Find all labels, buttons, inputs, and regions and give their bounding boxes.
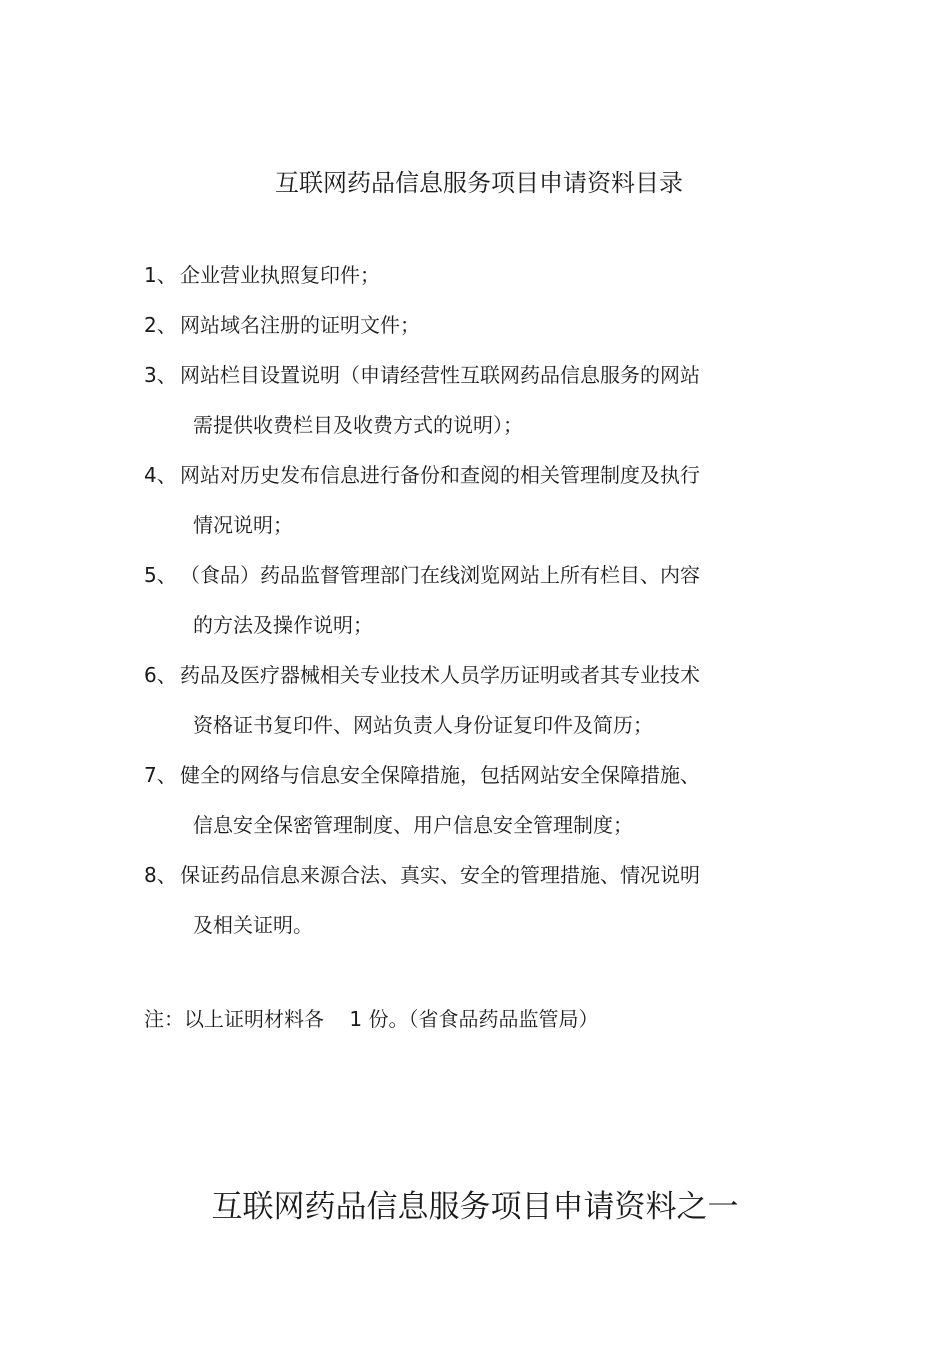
item-text: 网站栏目设置说明（申请经营性互联网药品信息服务的网站 xyxy=(180,363,700,387)
document-title: 互联网药品信息服务项目申请资料目录 xyxy=(275,169,683,197)
list-item xyxy=(144,650,784,750)
item-text: （食品）药品监督管理部门在线浏览网站上所有栏目、内容 xyxy=(180,563,700,587)
item-number: 6、 xyxy=(144,663,177,687)
requirements-list xyxy=(144,250,784,950)
item-number: 2、 xyxy=(144,313,177,337)
list-item xyxy=(144,250,784,300)
item-number: 1、 xyxy=(144,263,177,287)
item-text: 保证药品信息来源合法、真实、安全的管理措施、情况说明 xyxy=(180,863,700,887)
item-text-continuation: 资格证书复印件、网站负责人身份证复印件及简历； xyxy=(193,713,653,737)
item-text-continuation: 需提供收费栏目及收费方式的说明）； xyxy=(193,413,523,437)
item-number: 4、 xyxy=(144,463,177,487)
item-text: 健全的网络与信息安全保障措施，包括网站安全保障措施、 xyxy=(180,763,700,787)
item-text-continuation: 的方法及操作说明； xyxy=(193,613,373,637)
item-text: 药品及医疗器械相关专业技术人员学历证明或者其专业技术 xyxy=(180,663,700,687)
list-item xyxy=(144,550,784,650)
item-text-continuation: 情况说明； xyxy=(193,513,293,537)
item-text-continuation: 及相关证明。 xyxy=(193,913,313,937)
list-item xyxy=(144,300,784,350)
section-title: 互联网药品信息服务项目申请资料之一 xyxy=(211,1189,739,1225)
item-number: 5、 xyxy=(144,563,177,587)
list-item xyxy=(144,750,784,850)
item-text: 企业营业执照复印件； xyxy=(180,263,380,287)
list-item xyxy=(144,450,784,550)
item-text: 网站域名注册的证明文件； xyxy=(180,313,420,337)
item-text-continuation: 信息安全保密管理制度、用户信息安全管理制度； xyxy=(193,813,633,837)
list-item xyxy=(144,350,784,450)
item-text: 网站对历史发布信息进行备份和查阅的相关管理制度及执行 xyxy=(180,463,700,487)
item-number: 7、 xyxy=(144,763,177,787)
list-item xyxy=(144,850,784,950)
item-number: 3、 xyxy=(144,363,177,387)
document-note: 注：以上证明材料各 1 份。（省食品药品监管局） xyxy=(144,1007,599,1031)
item-number: 8、 xyxy=(144,863,177,887)
